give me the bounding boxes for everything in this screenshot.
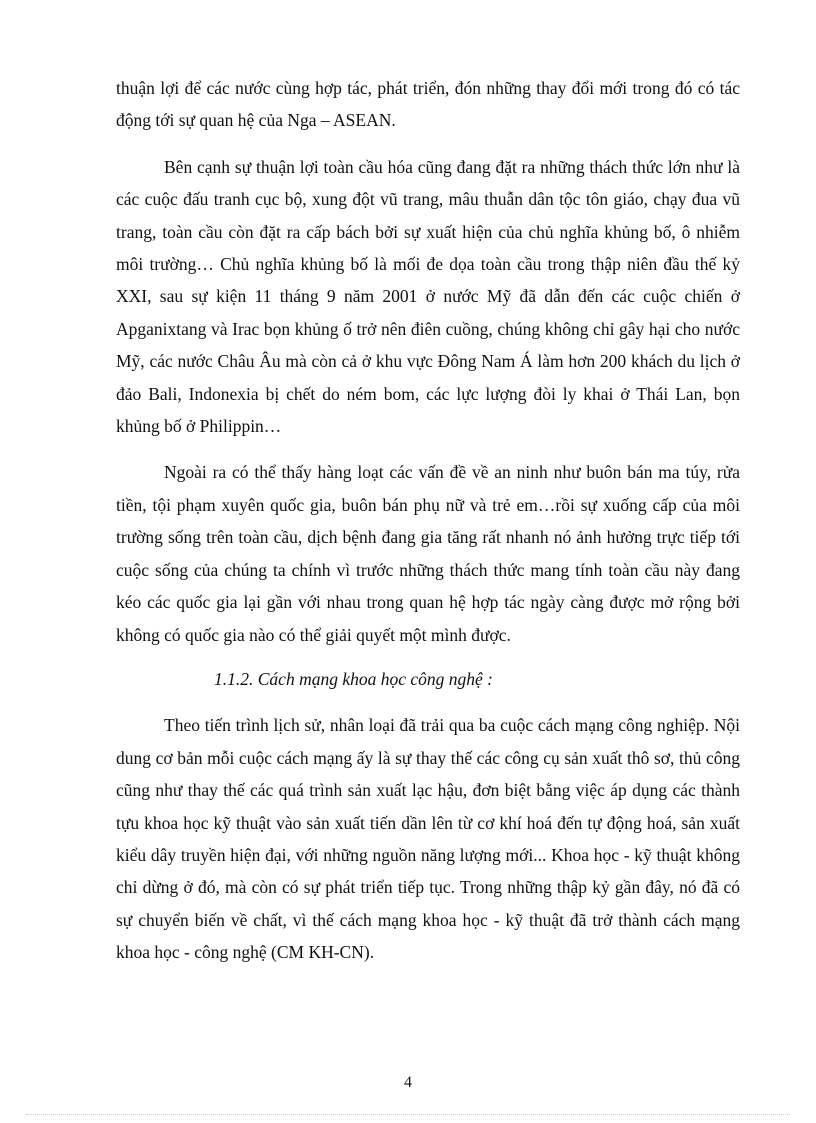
- section-heading: 1.1.2. Cách mạng khoa học công nghệ :: [214, 668, 493, 689]
- paragraph-security-issues: Ngoài ra có thể thấy hàng loạt các vấn đề về an ninh như buôn bán ma túy, rửa tiền, tội phạm xuyên quốc gia, buôn bán phụ nữ và trẻ em…rồi sự xuống cấp của môi trường sống trên toàn cầu, dịch bệnh đang gia tăng rất nhanh nó ảnh hưởng trực tiếp tới cuộc sống của chúng ta chính vì trước những thách thức mang tính toàn cầu này đang kéo các quốc gia lại gần với nhau trong quan hệ hợp tác ngày càng được mở rộng bởi không có quốc gia nào có thể giải quyết một mình được.: [116, 462, 740, 645]
- page-bottom-border: [26, 1114, 790, 1115]
- paragraph-globalization-challenges: Bên cạnh sự thuận lợi toàn cầu hóa cũng đang đặt ra những thách thức lớn như là các cuộc đấu tranh cục bộ, xung đột vũ trang, mâu thuẫn dân tộc tôn giáo, chạy đua vũ trang, toàn cầu còn đặt ra cấp bách bởi sự xuất hiện của chủ nghĩa khủng bố, ô nhiễm môi trường… Chủ nghĩa khủng bố là mối đe dọa toàn cầu trong thập niên đầu thế kỷ XXI, sau sự kiện 11 tháng 9 năm 2001 ở nước Mỹ đã dẫn đến các cuộc chiến ở Apganixtang và Irac bọn khủng ố trở nên điên cuồng, chúng không chỉ gây hại cho nước Mỹ, các nước Châu Âu mà còn cả ở khu vực Đông Nam Á làm hơn 200 khách du lịch ở đảo Bali, Indonexia bị chết do ném bom, các lực lượng đòi ly khai ở Thái Lan, bọn khủng bố ở Philippin…: [116, 156, 740, 437]
- page-number: 4: [404, 1074, 412, 1091]
- paragraph-industrial-revolution: Theo tiến trình lịch sử, nhân loại đã trải qua ba cuộc cách mạng công nghiệp. Nội dung cơ bản mỗi cuộc cách mạng ấy là sự thay thế các công cụ sản xuất thô sơ, thủ công cũng như thay thế các quá trình sản xuất lạc hậu, đơn biệt bằng việc áp dụng các thành tựu khoa học kỹ thuật vào sản xuất tiến dần lên từ cơ khí hoá đến tự động hoá, sản xuất kiểu dây truyền hiện đại, với những nguồn năng lượng mới... Khoa học - kỹ thuật không chỉ dừng ở đó, mà còn có sự phát triển tiếp tục. Trong những thập kỷ gần đây, nó đã có sự chuyển biến về chất, vì thế cách mạng khoa học - kỹ thuật đã trở thành cách mạng khoa học - công nghệ (CM KH-CN).: [116, 715, 740, 963]
- paragraph-continuation: thuận lợi để các nước cùng hợp tác, phát triển, đón những thay đổi mới trong đó có tác động tới sự quan hệ của Nga – ASEAN.: [116, 78, 740, 131]
- document-body: [116, 72, 740, 969]
